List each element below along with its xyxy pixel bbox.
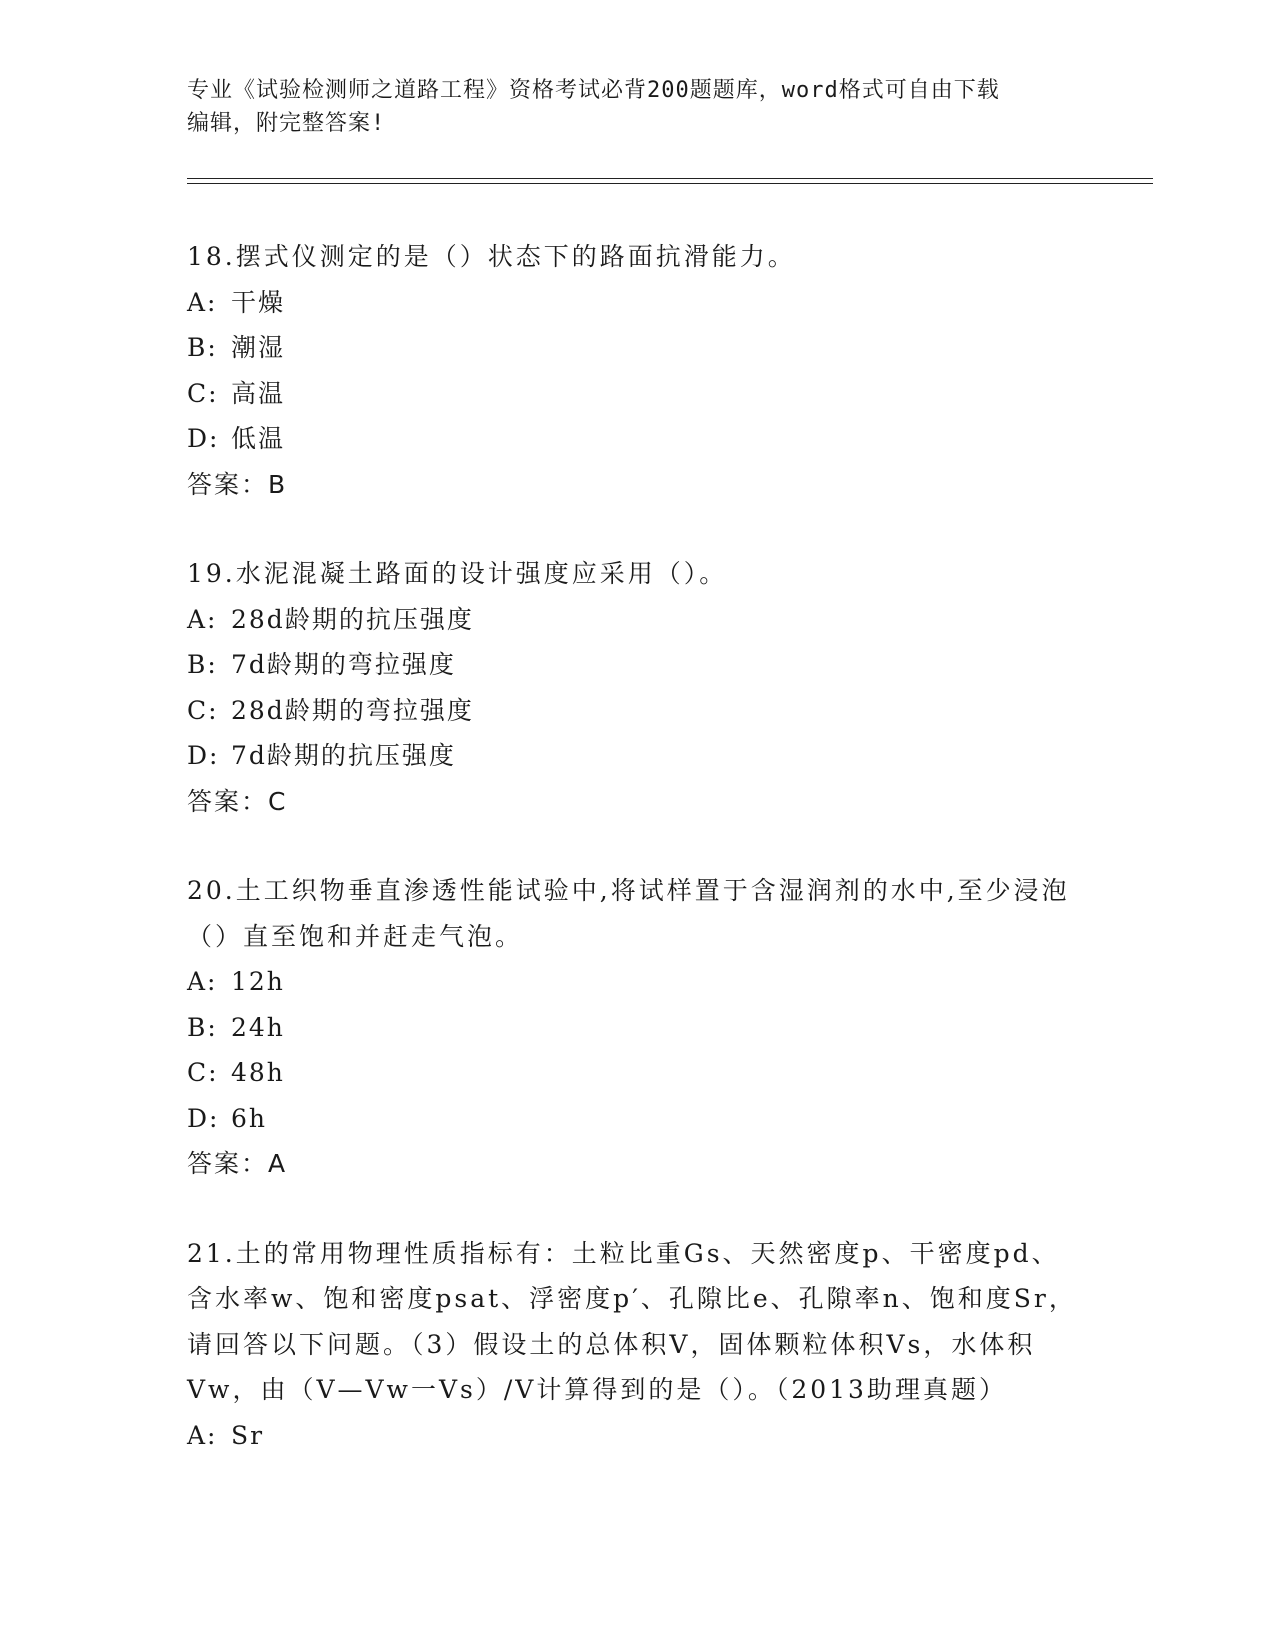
header-divider-bottom xyxy=(187,183,1153,184)
option-letter: B: xyxy=(187,650,218,679)
option-letter: D: xyxy=(187,741,220,770)
question-list xyxy=(187,234,1087,1502)
option-letter: A: xyxy=(187,604,218,634)
answer-line: 答案：A xyxy=(187,1149,288,1178)
option-a xyxy=(187,1413,1087,1459)
option-text: 28d龄期的弯拉强度 xyxy=(231,695,474,725)
option-text: Sr xyxy=(231,1420,265,1450)
option-text: 高温 xyxy=(231,378,286,408)
answer-line: 答案：B xyxy=(187,469,288,499)
question-stem: 20.土工织物垂直渗透性能试验中,将试样置于含湿润剂的水中,至少浸泡（）直至饱和并赶走气泡。 xyxy=(187,876,1070,951)
option-letter: B: xyxy=(187,1012,218,1042)
option-letter: B: xyxy=(187,333,218,362)
header-divider-top xyxy=(187,178,1153,179)
option-c xyxy=(187,688,1087,734)
option-text: 28d龄期的抗压强度 xyxy=(231,604,474,634)
option-letter: D: xyxy=(187,1103,220,1133)
option-b xyxy=(187,1005,1087,1051)
option-text: 7d龄期的抗压强度 xyxy=(231,741,456,770)
document-header xyxy=(187,74,1067,140)
option-letter: C: xyxy=(187,1058,219,1087)
option-letter: A: xyxy=(187,1420,218,1450)
option-b xyxy=(187,642,1087,688)
option-a xyxy=(187,597,1087,643)
option-text: 48h xyxy=(231,1058,285,1087)
option-text: 24h xyxy=(231,1012,285,1042)
option-d xyxy=(187,733,1087,779)
option-text: 7d龄期的弯拉强度 xyxy=(231,650,456,679)
option-d xyxy=(187,416,1087,462)
option-c xyxy=(187,371,1087,417)
option-letter: A: xyxy=(187,967,218,996)
question-stem: 19.水泥混凝土路面的设计强度应采用（）。 xyxy=(187,559,728,588)
question-stem: 21.土的常用物理性质指标有：土粒比重Gs、天然密度p、干密度pd、含水率w、饱和密度psat、浮密度p′、孔隙比e、孔隙率n、饱和度Sr，请回答以下问题。（3）假设土的总体积V，固体颗粒体积Vs，水体积Vw，由（V—Vw一Vs）/V计算得到的是（）。（2013助理真题） xyxy=(187,1238,1077,1404)
answer-line: 答案：C xyxy=(187,786,288,816)
option-letter: C: xyxy=(187,695,219,725)
option-c xyxy=(187,1050,1087,1096)
option-d xyxy=(187,1096,1087,1142)
option-b xyxy=(187,325,1087,371)
option-text: 6h xyxy=(231,1103,268,1133)
option-letter: D: xyxy=(187,424,220,453)
question-stem: 18.摆式仪测定的是（）状态下的路面抗滑能力。 xyxy=(187,242,796,271)
question-19 xyxy=(187,551,1087,824)
option-text: 12h xyxy=(231,967,285,996)
question-18 xyxy=(187,234,1087,507)
option-text: 潮湿 xyxy=(231,333,286,362)
option-letter: A: xyxy=(187,287,218,317)
option-text: 低温 xyxy=(231,424,286,453)
option-a xyxy=(187,280,1087,326)
option-a xyxy=(187,959,1087,1005)
question-21 xyxy=(187,1231,1087,1459)
question-20 xyxy=(187,868,1087,1187)
header-line-1: 专业《试验检测师之道路工程》资格考试必背200题题库，word格式可自由下载 xyxy=(187,78,1000,103)
header-line-2: 编辑，附完整答案! xyxy=(187,111,386,136)
option-text: 干燥 xyxy=(231,287,286,317)
option-letter: C: xyxy=(187,378,219,408)
